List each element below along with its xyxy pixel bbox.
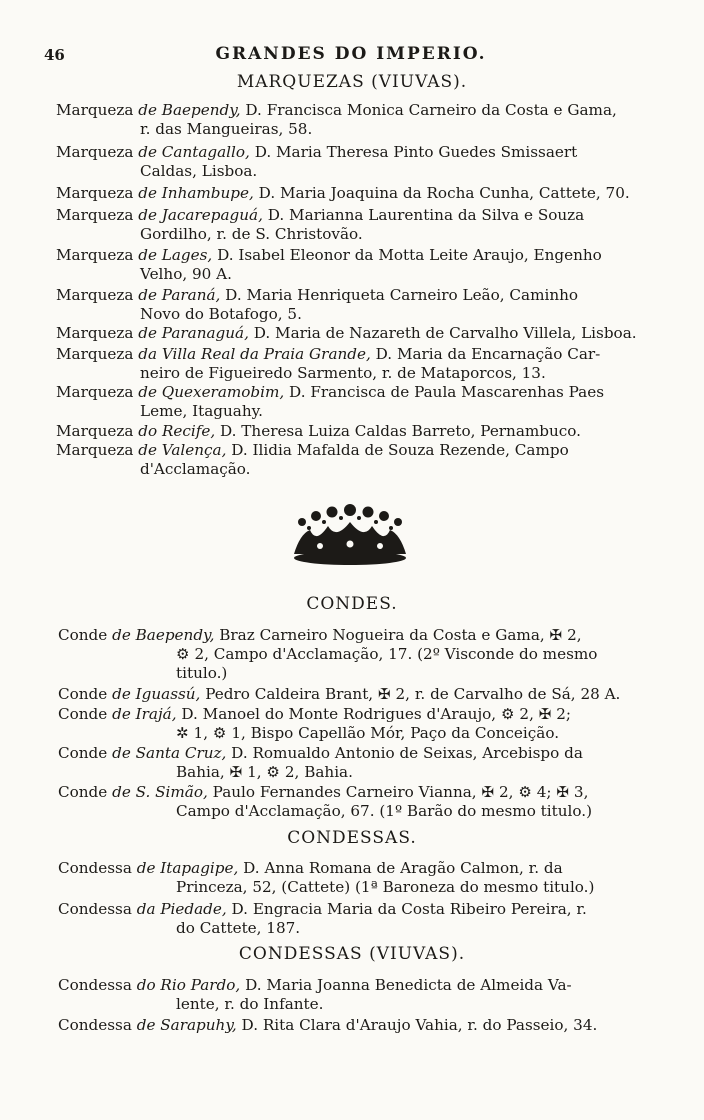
list-item: Marqueza da Villa Real da Praia Grande, D. Maria da Encarnação Car- neiro de Figueiredo Sarmento, r. de Mataporcos, 13. [56, 345, 601, 382]
list-item: Condessa da Piedade, D. Engracia Maria da Costa Ribeiro Pereira, r. do Cattete, 187. [58, 900, 587, 937]
list-item: Marqueza de Jacarepaguá, D. Marianna Laurentina da Silva e Souza Gordilho, r. de S. Christovão. [56, 206, 585, 243]
list-item: Marqueza de Valença, D. Ilidia Mafalda de Souza Rezende, Campo d'Acclamação. [56, 441, 569, 478]
list-item: Condessa do Rio Pardo, D. Maria Joanna Benedicta de Almeida Va- lente, r. do Infante. [58, 976, 572, 1013]
section-title-condessas: CONDESSAS. [287, 828, 417, 848]
list-item: Marqueza de Quexeramobim, D. Francisca de Paula Mascarenhas Paes Leme, Itaguahy. [56, 383, 605, 420]
list-item: Marqueza de Cantagallo, D. Maria Theresa Pinto Guedes Smissaert Caldas, Lisboa. [56, 143, 578, 180]
list-item: Marqueza de Lages, D. Isabel Eleonor da Motta Leite Araujo, Engenho Velho, 90 A. [56, 246, 602, 283]
list-item: Condessa de Itapagipe, D. Anna Romana de Aragão Calmon, r. da Princeza, 52, (Cattete) (1ª Baroneza do mesmo titulo.) [58, 859, 595, 896]
section-title-marquezas-viuvas: MARQUEZAS (VIUVAS). [236, 72, 468, 92]
list-item: Condessa de Sarapuhy, D. Rita Clara d'Araujo Vahia, r. do Passeio, 34. [58, 1016, 598, 1034]
list-item: Conde de Irajá, D. Manoel do Monte Rodrigues d'Araujo, ⚙ 2, ✠ 2; ✲ 1, ⚙ 1, Bispo Capellão Mór, Paço da Conceição. [58, 705, 572, 742]
list-item: Conde de S. Simão, Paulo Fernandes Carneiro Vianna, ✠ 2, ⚙ 4; ✠ 3, Campo d'Acclamação, 67. (1º Barão do mesmo titulo.) [58, 783, 592, 820]
list-item: Conde de Santa Cruz, D. Romualdo Antonio de Seixas, Arcebispo da Bahia, ✠ 1, ⚙ 2, Bahia. [58, 744, 583, 781]
page-header [38, 44, 664, 70]
section-title-condessas-viuvas: CONDESSAS (VIUVAS). [238, 944, 466, 964]
list-item: Conde de Baependy, Braz Carneiro Nogueira da Costa e Gama, ✠ 2, ⚙ 2, Campo d'Acclamação, 17. (2º Visconde do mesmo titulo.) [58, 626, 598, 682]
list-item: Marqueza de Inhambupe, D. Maria Joaquina da Rocha Cunha, Cattete, 70. [56, 184, 630, 202]
list-item: Marqueza de Paraná, D. Maria Henriqueta Carneiro Leão, Caminho Novo do Botafogo, 5. [56, 286, 579, 323]
page-number: 46 [44, 46, 65, 64]
coronet-ornament-icon [280, 500, 420, 572]
running-title: GRANDES DO IMPERIO. [215, 44, 487, 64]
section-title-condes: CONDES. [306, 594, 398, 614]
list-item: Marqueza do Recife, D. Theresa Luiza Caldas Barreto, Pernambuco. [56, 422, 582, 440]
list-item: Marqueza de Baependy, D. Francisca Monica Carneiro da Costa e Gama, r. das Mangueiras, 58. [56, 101, 617, 138]
list-item: Conde de Iguassú, Pedro Caldeira Brant, ✠ 2, r. de Carvalho de Sá, 28 A. [58, 685, 621, 703]
list-item: Marqueza de Paranaguá, D. Maria de Nazareth de Carvalho Villela, Lisboa. [56, 324, 637, 342]
